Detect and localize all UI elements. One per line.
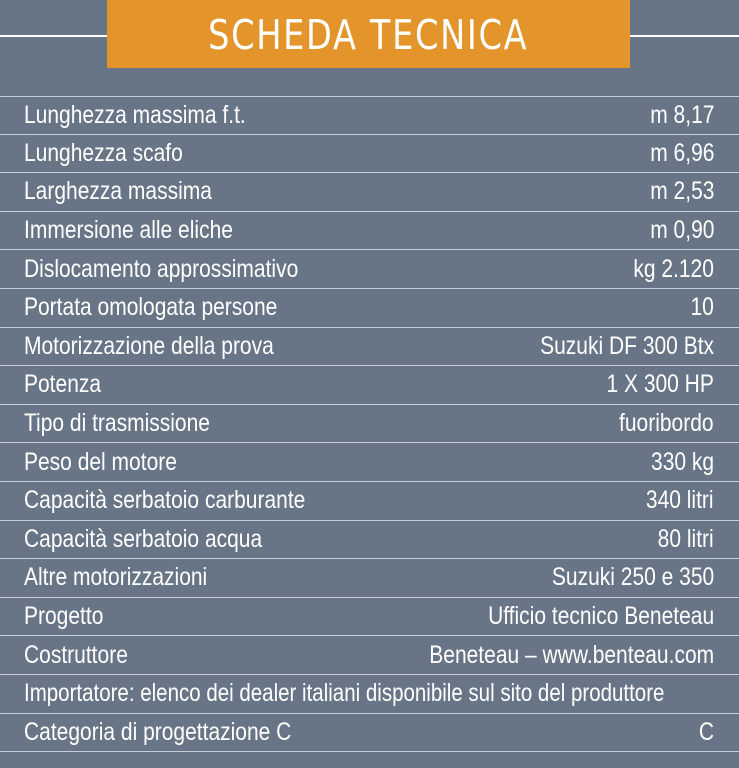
- spec-value: m 0,90: [649, 216, 714, 245]
- spec-label: Progetto: [24, 602, 104, 631]
- spec-value: Beneteau – www.benteau.com: [429, 640, 714, 669]
- page-title: SCHEDA TECNICA: [208, 11, 529, 59]
- spec-table: [0, 96, 739, 752]
- spec-row-larghezza-massima: [0, 173, 739, 212]
- spec-label: Costruttore: [24, 640, 128, 669]
- spec-value: m 6,96: [649, 138, 714, 167]
- spec-value: 10: [690, 293, 714, 322]
- spec-value: 340 litri: [646, 486, 714, 515]
- spec-label: Tipo di trasmissione: [24, 409, 210, 438]
- spec-label: Immersione alle eliche: [24, 216, 233, 245]
- importer-note: Importatore: elenco dei dealer italiani disponibile sul sito del produttore: [24, 679, 665, 708]
- spec-label: Portata omologata persone: [24, 293, 278, 322]
- spec-row-trasmissione: [0, 405, 739, 444]
- spec-value: Suzuki 250 e 350: [551, 563, 714, 592]
- spec-row-lunghezza-scafo: [0, 135, 739, 174]
- header-rule-right: [630, 35, 739, 37]
- spec-value: 80 litri: [657, 524, 714, 553]
- spec-label: Capacità serbatoio carburante: [24, 486, 306, 515]
- spec-value: 330 kg: [650, 447, 714, 476]
- spec-value: fuoribordo: [619, 409, 714, 438]
- spec-label: Lunghezza scafo: [24, 138, 183, 167]
- title-banner: [107, 0, 630, 68]
- spec-row-categoria: [0, 714, 739, 753]
- spec-label: Dislocamento approssimativo: [24, 254, 299, 283]
- spec-label: Peso del motore: [24, 447, 177, 476]
- spec-row-potenza: [0, 366, 739, 405]
- spec-row-costruttore: [0, 636, 739, 675]
- header: [0, 0, 739, 68]
- spec-row-serbatoio-carburante: [0, 482, 739, 521]
- spec-value: kg 2.120: [633, 254, 714, 283]
- spec-value: m 2,53: [649, 177, 714, 206]
- spec-row-importatore: [0, 675, 739, 714]
- spec-row-peso-motore: [0, 443, 739, 482]
- spec-value: Ufficio tecnico Beneteau: [487, 602, 714, 631]
- spec-row-lunghezza-massima: [0, 96, 739, 135]
- spec-label: Potenza: [24, 370, 102, 399]
- spec-label: Larghezza massima: [24, 177, 212, 206]
- spec-row-motorizzazione-prova: [0, 328, 739, 367]
- spec-value: Suzuki DF 300 Btx: [540, 331, 714, 360]
- spec-value: m 8,17: [649, 100, 714, 129]
- spec-row-immersione: [0, 212, 739, 251]
- spec-row-serbatoio-acqua: [0, 521, 739, 560]
- spec-label: Categoria di progettazione C: [24, 717, 292, 746]
- spec-row-altre-motorizzazioni: [0, 559, 739, 598]
- spec-row-progetto: [0, 598, 739, 637]
- spec-row-portata: [0, 289, 739, 328]
- spec-value: C: [698, 717, 714, 746]
- spec-label: Lunghezza massima f.t.: [24, 100, 246, 129]
- spec-value: 1 X 300 HP: [606, 370, 714, 399]
- spec-label: Capacità serbatoio acqua: [24, 524, 263, 553]
- header-rule-left: [0, 35, 107, 37]
- spec-label: Motorizzazione della prova: [24, 331, 274, 360]
- spec-label: Altre motorizzazioni: [24, 563, 208, 592]
- spec-row-dislocamento: [0, 250, 739, 289]
